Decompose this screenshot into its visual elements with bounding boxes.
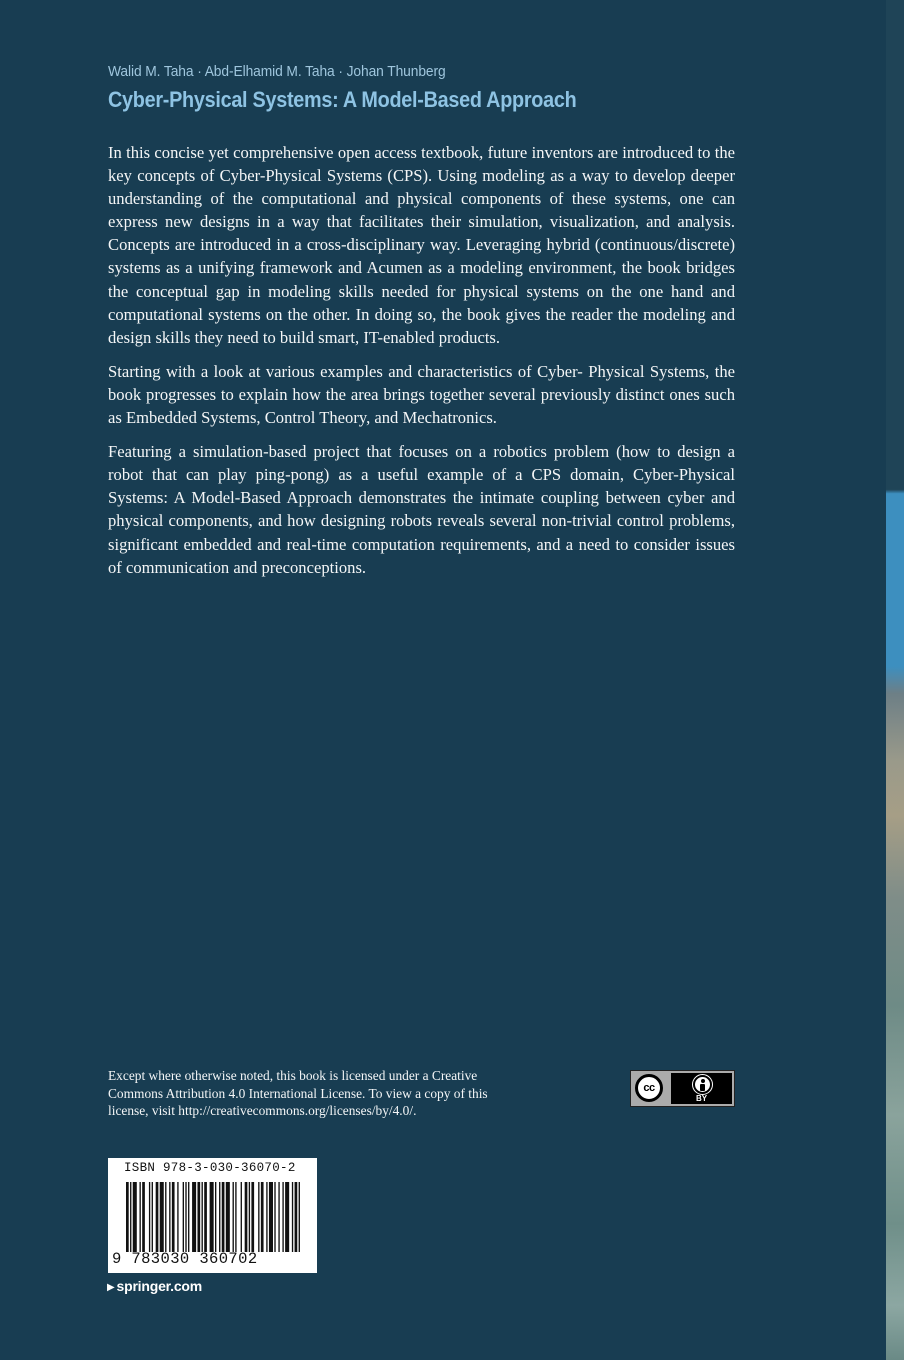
barcode-bar [261, 1182, 264, 1252]
barcode-bar [292, 1182, 293, 1252]
play-arrow-icon: ▶ [107, 1282, 115, 1293]
barcode-bar [204, 1182, 207, 1252]
barcode-bar [139, 1182, 140, 1252]
barcode-bar [188, 1182, 189, 1252]
barcode-bar [165, 1182, 166, 1252]
barcode-bar [192, 1182, 196, 1252]
publisher-site: springer.com [116, 1278, 203, 1294]
attribution-label: BY [695, 1094, 708, 1103]
barcode-bar [266, 1182, 267, 1252]
description [108, 141, 735, 590]
barcode-bar [197, 1182, 200, 1252]
barcode-bar [142, 1182, 145, 1252]
barcode-bar [282, 1182, 283, 1252]
barcode-bar [274, 1182, 275, 1252]
isbn-label: ISBN 978-3-030-36070-2 [124, 1161, 296, 1175]
description-paragraph-1: In this concise yet comprehensive open access textbook, future inventors are introduced to the key concepts of Cyber-Physical Systems (CPS). Using modeling as a way to develop deeper understanding of the computational and physical components of these systems, one can express new designs in a way that facilitates their simulation, visualization, and analysis. Concepts are introduced in a cross-disciplinary way. Leveraging hybrid (continuous/discrete) systems as a unifying framework and Acumen as a modeling environment, the book bridges the conceptual gap in modeling skills needed for physical systems on the one hand and computational systems on the other. In doing so, the book gives the reader the modeling and design skills they need to build smart, IT-enabled products. [108, 143, 735, 347]
barcode-bar [241, 1182, 242, 1252]
barcode-bar [295, 1182, 298, 1252]
barcode-bar [202, 1182, 203, 1252]
spine-strip [886, 0, 904, 1360]
barcode-bar [149, 1182, 150, 1252]
description-paragraph-2: Starting with a look at various examples and characteristics of Cyber- Physical Systems, the book progresses to explain how the area brings together several previously distinct ones such as Embedded Systems, Control Theory, and Mechatronics. [108, 361, 735, 428]
isbn-barcode [108, 1158, 317, 1273]
book-title: Cyber-Physical Systems: A Model-Based Approach [108, 87, 577, 112]
cc-by-badge [630, 1070, 735, 1107]
attribution-area [669, 1071, 734, 1106]
barcode-bar [126, 1182, 129, 1252]
barcode-bar [130, 1182, 131, 1252]
barcode-bar [183, 1182, 184, 1252]
barcode-bars [126, 1182, 304, 1252]
license-notice: Except where otherwise noted, this book is licensed under a Creative Commons Attribution 4.0 International License. To view a copy of this license, visit http://creativecommons.org/licenses/by/4.0/. [108, 1068, 488, 1118]
barcode-bar [285, 1182, 289, 1252]
barcode-bar [278, 1182, 279, 1252]
publisher-link[interactable] [107, 1278, 202, 1294]
barcode-bar [169, 1182, 170, 1252]
barcode-bar [185, 1182, 186, 1252]
attribution-icon [693, 1075, 712, 1094]
barcode-bar [156, 1182, 159, 1252]
barcode-bar [233, 1182, 234, 1252]
barcode-bar [160, 1182, 164, 1252]
description-paragraph-3: Featuring a simulation-based project that focuses on a robotics problem (how to design a robot that can play ping-pong) as a useful example of a CPS domain, Cyber-Physical Systems: A Model-Based Approach demonstrates the intimate coupling between cyber and physical components, and how designing robots reveals several non-trivial control problems, significant embedded and real-time computation requirements, and a need to consider issues of communication and preconceptions. [108, 442, 735, 577]
barcode-bar [299, 1182, 300, 1252]
barcode-bar [235, 1182, 236, 1252]
barcode-bar [269, 1182, 273, 1252]
barcode-digits: 9 783030 360702 [112, 1250, 258, 1268]
barcode-bar [219, 1182, 220, 1252]
creative-commons-icon: cc [635, 1074, 663, 1102]
barcode-bar [210, 1182, 214, 1252]
barcode-bar [222, 1182, 225, 1252]
barcode-bar [152, 1182, 153, 1252]
barcode-bar [215, 1182, 216, 1252]
barcode-bar [245, 1182, 248, 1252]
barcode-bar [226, 1182, 230, 1252]
barcode-bar [133, 1182, 137, 1252]
barcode-bar [249, 1182, 250, 1252]
barcode-bar [251, 1182, 254, 1252]
barcode-bar [258, 1182, 259, 1252]
barcode-bar [172, 1182, 175, 1252]
authors-line: Walid M. Taha · Abd-Elhamid M. Taha · Johan Thunberg [108, 63, 446, 80]
barcode-bar [177, 1182, 178, 1252]
